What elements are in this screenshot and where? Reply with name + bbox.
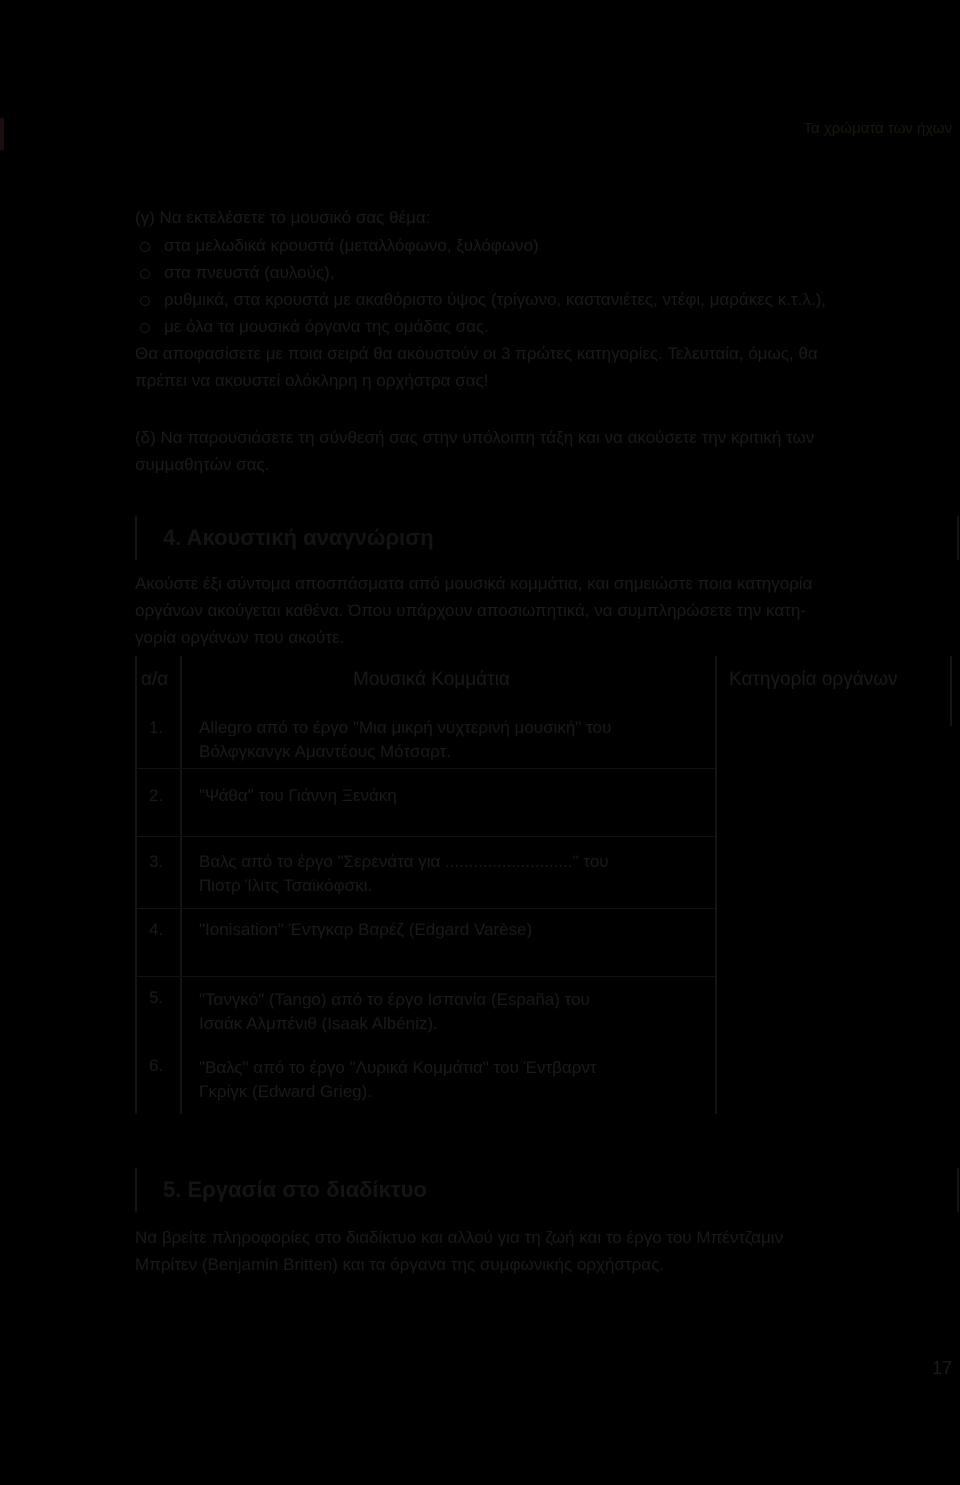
list-item: ρυθμικά, στα κρουστά με ακαθόριστο ύψος (τρίγωνο, καστανιέτες, ντέφι, μαράκες κ.τ.λ.), <box>140 286 826 313</box>
running-title: Τα χρώματα των ήχων <box>803 120 952 137</box>
table-divider-num <box>180 656 182 1114</box>
recognition-table <box>135 656 955 1114</box>
row-6-num: 6. <box>149 1056 164 1075</box>
row-4-piece: "Ionisation" Έντγκαρ Βαρέζ (Edgard Varèse) <box>199 920 533 939</box>
row-3-num: 3. <box>149 852 164 871</box>
bullet-icon <box>140 242 150 252</box>
bullet-list <box>140 232 826 340</box>
table-border-right <box>950 656 952 726</box>
list-item: στα πνευστά (αυλούς), <box>140 259 826 286</box>
table-divider-category <box>715 656 717 1114</box>
list-item: με όλα τα μουσικά όργανα της ομάδας σας. <box>140 313 826 340</box>
row-divider <box>135 908 715 909</box>
bullet-icon <box>140 269 150 279</box>
page-number: 17 <box>931 1358 952 1378</box>
row-2-piece: "Ψάθα" του Γιάννη Ξενάκη <box>199 786 397 805</box>
header-rule <box>0 118 4 150</box>
part-d-text: (δ) Να παρουσιάσετε τη σύνθεσή σας στην υπόλοιπη τάξη και να ακούσετε την κριτική των συμμαθητών σας. <box>135 428 815 474</box>
bullet-icon <box>140 296 150 306</box>
row-1-piece: Allegro από το έργο "Μια μικρή νυχτερινή μουσική" του Βόλφγκανγκ Αμαντέους Μότσαρτ. <box>199 718 612 761</box>
header-category: Κατηγορία οργάνων <box>729 669 898 690</box>
list-item: στα μελωδικά κρουστά (μεταλλόφωνο, ξυλόφωνο) <box>140 232 826 259</box>
header-num: α/α <box>141 669 169 690</box>
section-4-heading <box>135 516 959 560</box>
row-3-piece: Βαλς από το έργο "Σερενάτα για ..........................." του Πιοτρ Ίλιτς Τσαϊκόφσκι. <box>199 852 609 895</box>
bullet-icon <box>140 323 150 333</box>
part-c-note: Θα αποφασίσετε με ποια σειρά θα ακουστούν οι 3 πρώτες κατηγορίες. Τελευταία, όμως, θα πρέπει να ακουστεί ολόκληρη η ορχήστρα σας! <box>135 344 818 390</box>
section-5-title: 5. Εργασία στο διαδίκτυο <box>163 1177 427 1202</box>
part-c-intro: (γ) Να εκτελέσετε το μουσικό σας θέμα: <box>135 208 431 227</box>
section-5-text: Να βρείτε πληροφορίες στο διαδίκτυο και αλλού για τη ζωή και το έργο του Μπέντζαμιν Μπρίτεν (Benjamin Britten) και τα όργανα της συμφωνικής ορχήστρας. <box>135 1228 784 1274</box>
row-1-num: 1. <box>149 718 164 737</box>
row-divider <box>135 976 715 977</box>
row-5-num: 5. <box>149 988 164 1007</box>
row-divider <box>135 768 715 769</box>
header-pieces: Μουσικά Κομμάτια <box>353 669 510 690</box>
row-2-num: 2. <box>149 786 164 805</box>
section-4-title: 4. Ακουστική αναγνώριση <box>163 525 434 550</box>
row-5-piece: "Τανγκό" (Tango) από το έργο Ισπανία (España) του Ισαάκ Αλμπένιθ (Isaak Albéniz). <box>199 990 590 1033</box>
section-4-intro: Ακούστε έξι σύντομα αποσπάσματα από μουσικά κομμάτια, και σημειώστε ποια κατηγορία οργάνων ακούγεται καθένα. Όπου υπάρχουν αποσιωπητικά, να συμπληρώσετε την κατη- γορία οργάνων που ακούτε. <box>135 574 813 647</box>
row-divider <box>135 836 715 837</box>
section-5-heading <box>135 1168 959 1212</box>
table-border-left <box>135 656 137 1114</box>
row-4-num: 4. <box>149 920 164 939</box>
row-6-piece: "Βαλς" από το έργο "Λυρικά Κομμάτια" του Έντβαρντ Γκρίγκ (Edward Grieg). <box>199 1058 597 1101</box>
